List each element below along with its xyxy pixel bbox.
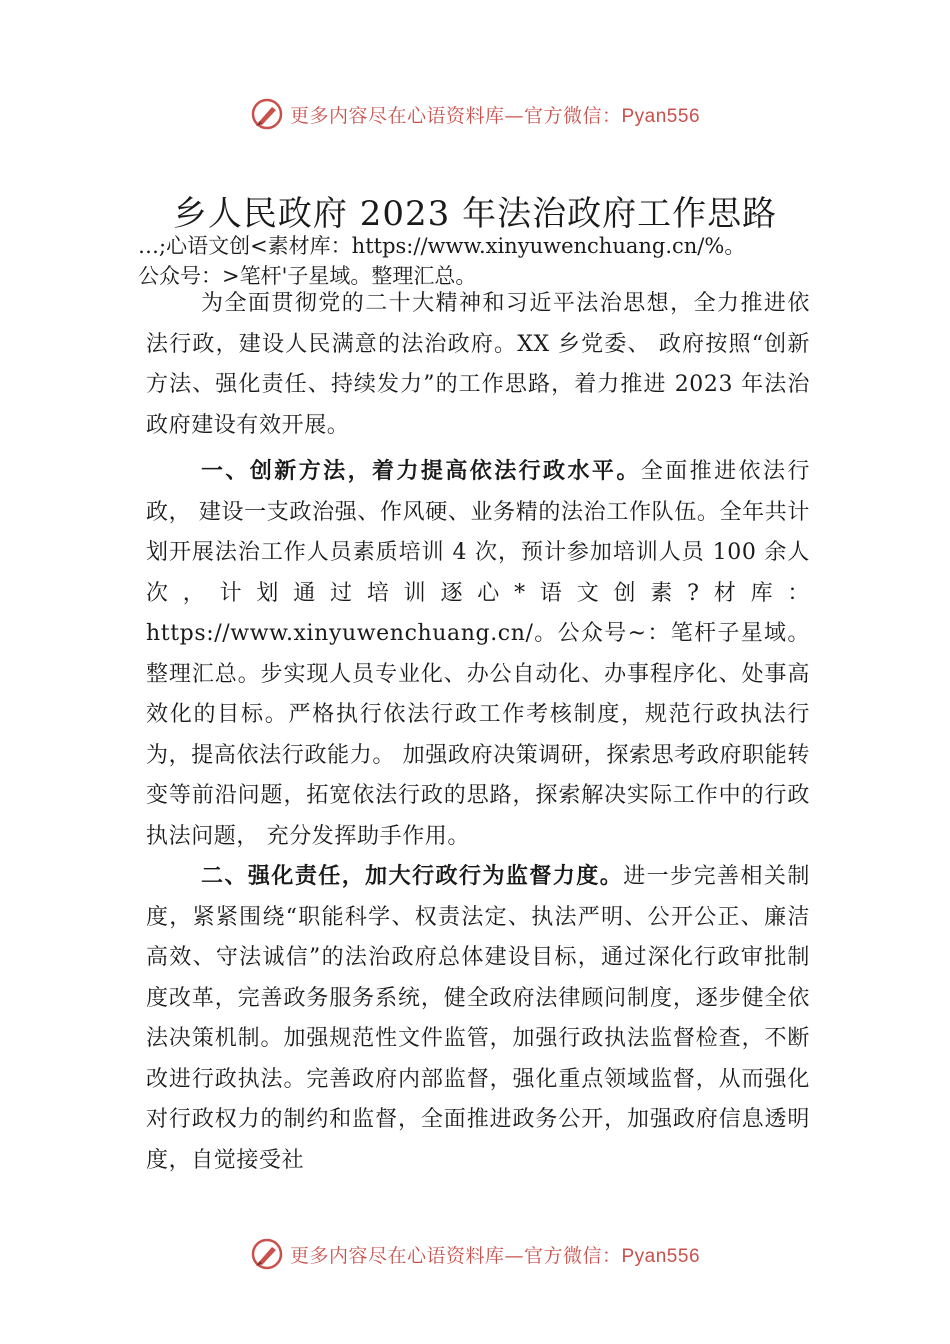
section-2-paragraph <box>146 857 810 1181</box>
source-line-1: …;心语文创<素材库：https://www.xinyuwenchuang.cn/%。 <box>138 234 746 258</box>
section-2-body: 进一步完善相关制度，紧紧围绕“职能科学、权责法定、执法严明、公开公正、廉洁高效、守法诚信”的法治政府总体建设目标，通过深化行政审批制度改革，完善政务服务系统，健全政府法律顾问制度，逐步健全依法决策机制。加强规范性文件监管，加强行政执法监督检查，不断改进行政执法。完善政府内部监督，强化重点领域监督，从而强化对行政权力的制约和监督，全面推进政务公开，加强政府信息透明度，自觉接受社 <box>146 864 810 1173</box>
header-banner-text: 更多内容尽在心语资料库—官方微信：Pyan556 <box>289 104 701 127</box>
pen-logo-icon <box>250 1237 284 1271</box>
document-title: 乡人民政府 2023 年法治政府工作思路 <box>172 194 778 234</box>
intro-paragraph: 为全面贯彻党的二十大精神和习近平法治思想，全力推进依法行政，建设人民满意的法治政府。XX 乡党委、 政府按照“创新方法、强化责任、持续发力”的工作思路，着力推进 2023 年法治政府建设有效开展。 <box>146 291 810 438</box>
pen-logo-icon <box>250 97 284 131</box>
section-2-heading: 二、强化责任，加大行政行为监督力度。 <box>201 864 624 889</box>
wechat-id: Pyan556 <box>621 105 701 127</box>
section-1-paragraph <box>146 452 810 857</box>
footer-banner-text: 更多内容尽在心语资料库—官方微信：Pyan556 <box>289 1244 701 1267</box>
header-banner <box>0 94 950 134</box>
footer-banner <box>0 1234 950 1274</box>
section-1-heading: 一、创新方法，着力提高依法行政水平。 <box>201 459 641 484</box>
section-1-body: 全面推进依法行政， 建设一支政治强、作风硬、业务精的法治工作队伍。全年共计划开展法治工作人员素质培训 4 次，预计参加培训人员 100 余人次，计划通过培训逐心*语文创素?材库：https://www.xinyuwenchuang.cn/。公众号~：笔杆子星域。整理汇总。步实现人员专业化、办公自动化、办事程序化、处事高效化的目标。严格执行依法行政工作考核制度，规范行政执法行为，提高依法行政能力。 加强政府决策调研，探索思考政府职能转变等前沿问题，拓宽依法行政的思路，探索解决实际工作中的行政执法问题， 充分发挥助手作用。 <box>146 459 810 849</box>
wechat-id: Pyan556 <box>621 1245 701 1267</box>
source-line-2: 公众号：>笔杆'子星域。整理汇总。 <box>138 264 477 288</box>
document-body <box>146 284 810 1181</box>
